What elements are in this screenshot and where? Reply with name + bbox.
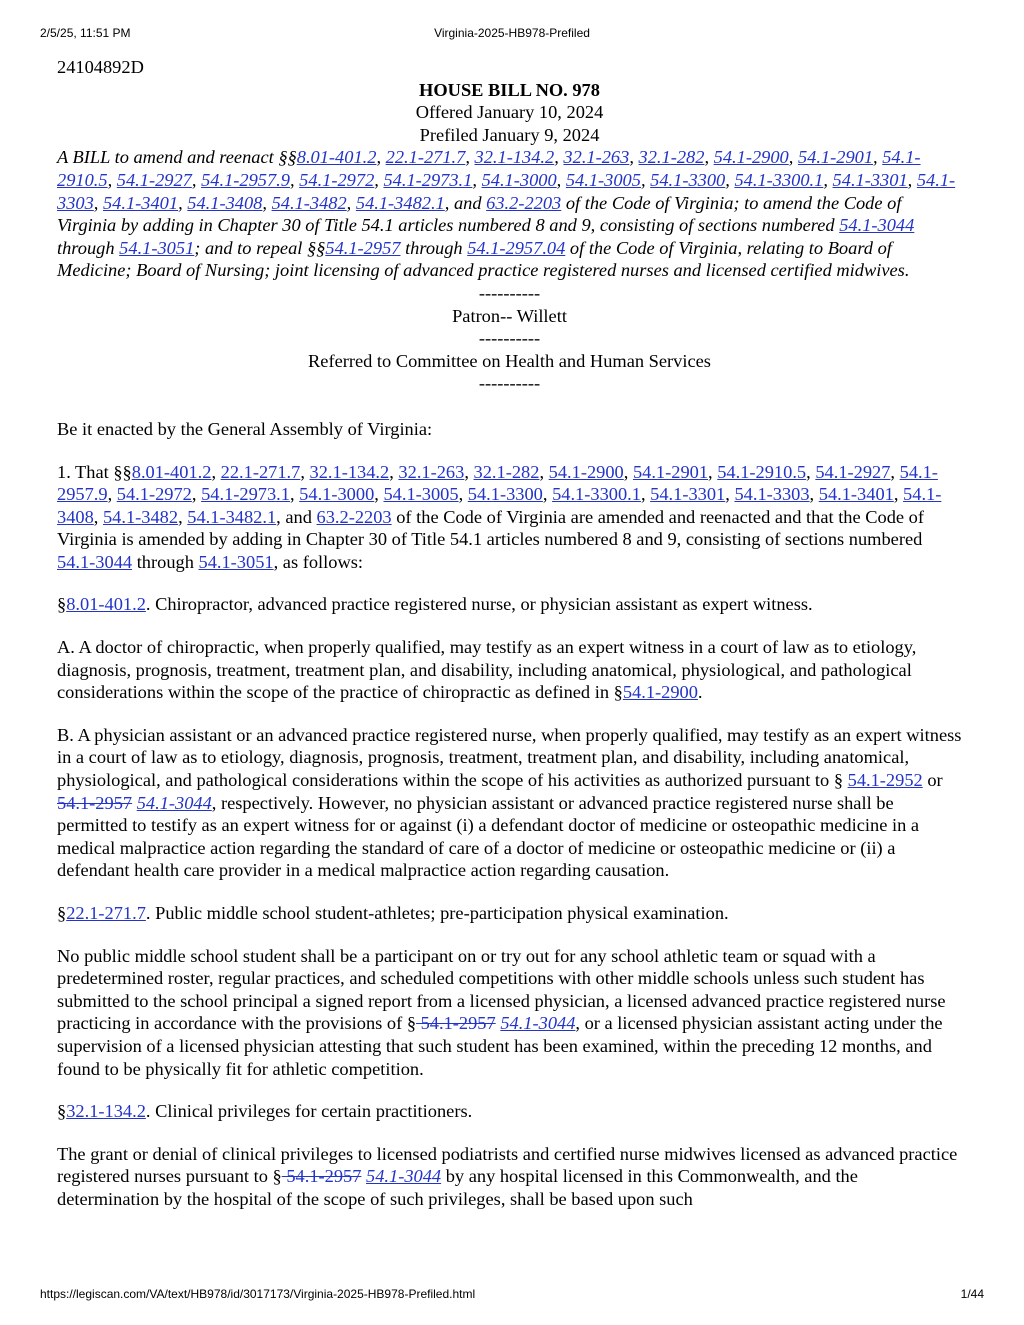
section-link[interactable]: 32.1-282 (638, 147, 705, 168)
section-link[interactable]: 54.1-3300 (467, 484, 543, 505)
struck-section-link[interactable]: 54.1-2957 (57, 792, 133, 813)
print-datetime: 2/5/25, 11:51 PM (40, 26, 131, 40)
section-heading-8-01-401-2: §8.01-401.2. Chiropractor, advanced practice registered nurse, or physician assistant as expert witness. (57, 594, 813, 615)
section-link[interactable]: 54.1-3303 (734, 484, 810, 505)
desc-section-links: 8.01-401.2, 22.1-271.7, 32.1-134.2, 32.1-263, 32.1-282, 54.1-2900, 54.1-2901, 54.1-2910.5, 54.1-2927, 54.1-2957.9, 54.1-2972, 54.1-2973.1, 54.1-3000, 54.1-3005, 54.1-3300, 54.1-3300.1, 54.1-3301, 54.1-3303, 54.1-3401, 54.1-3408, 54.1-3482, 54.1-3482.1 (57, 147, 956, 213)
section-link[interactable]: 54.1-3051 (198, 551, 274, 572)
section-link[interactable]: 54.1-3482.1 (187, 506, 277, 527)
document-id: 24104892D (57, 57, 144, 77)
section-link[interactable]: 54.1-2900 (622, 682, 698, 703)
section-link[interactable]: 32.1-134.2 (309, 461, 390, 482)
separator: ---------- (478, 282, 541, 303)
section-link[interactable]: 54.1-3044 (57, 551, 133, 572)
section-link[interactable]: 63.2-2203 (486, 192, 562, 213)
section-link[interactable]: 54.1-2900 (548, 461, 624, 482)
section-link[interactable]: 54.1-3408 (187, 192, 263, 213)
enacting-clause: Be it enacted by the General Assembly of Virginia: (57, 418, 433, 439)
prefiled-date: Prefiled January 9, 2024 (419, 124, 600, 145)
section-link[interactable]: 54.1-3300.1 (552, 484, 641, 505)
section-link[interactable]: 32.1-263 (398, 461, 465, 482)
section-link[interactable]: 54.1-3000 (481, 169, 557, 190)
separator: ---------- (478, 373, 541, 394)
separator: ---------- (478, 328, 541, 349)
section-link[interactable]: 54.1-3301 (650, 484, 726, 505)
section-link[interactable]: 22.1-271.7 (220, 461, 301, 482)
section-heading-32-1-134-2: §32.1-134.2. Clinical privileges for certain practitioners. (57, 1101, 473, 1122)
desc-intro: A BILL to amend and reenact §§ (57, 147, 297, 168)
section-link[interactable]: 54.1-3301 (832, 169, 908, 190)
section-link[interactable]: 54.1-3303 (57, 169, 956, 213)
section-link[interactable]: 54.1-2927 (815, 461, 891, 482)
section-link[interactable]: 32.1-134.2 (66, 1101, 146, 1122)
section-link[interactable]: 54.1-2972 (116, 484, 192, 505)
struck-section-link[interactable]: 54.1-2957 (416, 1013, 496, 1034)
section-link[interactable]: 22.1-271.7 (66, 903, 146, 923)
bill-title: HOUSE BILL NO. 978 (419, 79, 600, 100)
section-link[interactable]: 54.1-3300.1 (734, 169, 824, 190)
section-link[interactable]: 54.1-2952 (847, 770, 923, 791)
page-url: https://legiscan.com/VA/text/HB978/id/3017173/Virginia-2025-HB978-Prefiled.html (40, 1287, 476, 1301)
section-link[interactable]: 32.1-263 (563, 147, 630, 168)
section-link[interactable]: 54.1-2973.1 (383, 169, 473, 190)
struck-section-link[interactable]: 54.1-2957 (281, 1166, 362, 1187)
section-link[interactable]: 54.1-3408 (57, 484, 942, 527)
section-body-22-1-271-7: No public middle school student shall be a participant on or try out for any school athletic team or squad with a predetermined roster, regular practices, and scheduled competitions with other middle schools unless such student has submitted to the school principal a signed report from a licensed physician, a licensed advanced practice registered nurse practicing in accordance with the provisions of § 54.1-2957 54.1-3044, or a licensed physician assistant acting under the supervision of a licensed physician attesting that such student has been examined, within the preceding 12 months, and found to be physically fit for athletic competition. (57, 945, 946, 1079)
print-header (40, 26, 984, 42)
page-number: 1/44 (960, 1287, 984, 1301)
bill-document (57, 56, 962, 1231)
section-link[interactable]: 54.1-2927 (116, 169, 192, 190)
section-link[interactable]: 54.1-3482.1 (355, 192, 445, 213)
subsection-b: B. A physician assistant or an advanced practice registered nurse, when properly qualified, may testify as an expert witness in a court of law as to etiology, diagnosis, prognosis, treatment, treatment plan, and disability, including anatomical, physiological, and pathological considerations within the scope of his activities as authorized pursuant to § 54.1-2952 or 54.1-2957 54.1-3044, respectively. However, no physician assistant or advanced practice registered nurse shall be permitted to testify as an expert witness for or against (i) a defendant doctor of medicine or osteopathic medicine in a medical malpractice action regarding the standard of care of a doctor of medicine or osteopathic medicine or (ii) a defendant health care provider in a medical malpractice action regarding causation. (57, 724, 962, 881)
section-link[interactable]: 54.1-3401 (818, 484, 894, 505)
committee-referral: Referred to Committee on Health and Human Services (308, 350, 711, 371)
section-link[interactable]: 54.1-2957.9 (57, 461, 938, 505)
inserted-section-link[interactable]: 54.1-3044 (136, 792, 212, 813)
section-link[interactable]: 8.01-401.2 (131, 461, 212, 482)
section-body-32-1-134-2: The grant or denial of clinical privileges to licensed podiatrists and certified nurse midwives licensed as advanced practice registered nurses pursuant to § 54.1-2957 54.1-3044 by any hospital licensed in this Commonwealth, and the determination by the hospital of the scope of such privileges, shall be based upon such (57, 1143, 958, 1209)
section-1-links: 8.01-401.2, 22.1-271.7, 32.1-134.2, 32.1-263, 32.1-282, 54.1-2900, 54.1-2901, 54.1-2910.5, 54.1-2927, 54.1-2957.9, 54.1-2972, 54.1-2973.1, 54.1-3000, 54.1-3005, 54.1-3300, 54.1-3300.1, 54.1-3301, 54.1-3303, 54.1-3401, 54.1-3408, 54.1-3482, 54.1-3482.1 (57, 461, 942, 527)
section-link[interactable]: 54.1-3044 (839, 215, 915, 236)
inserted-section-link[interactable]: 54.1-3044 (500, 1013, 576, 1034)
print-doc-title: Virginia-2025-HB978-Prefiled (434, 26, 590, 40)
section-link[interactable]: 54.1-2973.1 (201, 484, 290, 505)
section-link[interactable]: 54.1-2957.9 (201, 169, 290, 190)
section-link[interactable]: 54.1-3482 (271, 192, 347, 213)
section-heading-22-1-271-7: §22.1-271.7. Public middle school student-athletes; pre-participation physical examination. (57, 903, 729, 923)
patron: Patron-- Willett (452, 305, 567, 326)
section-link[interactable]: 22.1-271.7 (385, 147, 466, 168)
bill-description: A BILL to amend and reenact §§8.01-401.2, 22.1-271.7, 32.1-134.2, 32.1-263, 32.1-282, 54.1-2900, 54.1-2901, 54.1-2910.5, 54.1-2927, 54.1-2957.9, 54.1-2972, 54.1-2973.1, 54.1-3000, 54.1-3005, 54.1-3300, 54.1-3300.1, 54.1-3301, 54.1-3303, 54.1-3401, 54.1-3408, 54.1-3482, 54.1-3482.1, and 63.2-2203 of the Code of Virginia; to amend the Code of Virginia by adding in Chapter 30 of Title 54.1 articles numbered 8 and 9, consisting of sections numbered 54.1-3044 through 54.1-3051; and to repeal §§54.1-2957 through 54.1-2957.04 of the Code of Virginia, relating to Board of Medicine; Board of Nursing; joint licensing of advanced practice registered nurses and licensed certified midwives. (57, 147, 956, 281)
section-link[interactable]: 54.1-3482 (102, 506, 179, 527)
section-link[interactable]: 54.1-2910.5 (717, 461, 807, 482)
section-link[interactable]: 54.1-3401 (102, 192, 179, 213)
section-link[interactable]: 54.1-2957 (325, 237, 401, 258)
inserted-section-link[interactable]: 54.1-3044 (366, 1166, 442, 1187)
section-1: 1. That §§8.01-401.2, 22.1-271.7, 32.1-134.2, 32.1-263, 32.1-282, 54.1-2900, 54.1-2901, 54.1-2910.5, 54.1-2927, 54.1-2957.9, 54.1-2972, 54.1-2973.1, 54.1-3000, 54.1-3005, 54.1-3300, 54.1-3300.1, 54.1-3301, 54.1-3303, 54.1-3401, 54.1-3408, 54.1-3482, 54.1-3482.1, and 63.2-2203 of the Code of Virginia are amended and reenacted and that the Code of Virginia is amended by adding in Chapter 30 of Title 54.1 articles numbered 8 and 9, consisting of sections numbered 54.1-3044 through 54.1-3051, as follows: (57, 461, 942, 572)
section-link[interactable]: 54.1-2901 (632, 461, 709, 482)
subsection-a: A. A doctor of chiropractic, when properly qualified, may testify as an expert witness in a court of law as to etiology, diagnosis, prognosis, treatment, treatment plan, and disability, including anatomical, physiological, and pathological considerations within the scope of the practice of chiropractic as defined in §54.1-2900. (57, 637, 917, 703)
section-link[interactable]: 54.1-3000 (299, 484, 375, 505)
section-link[interactable]: 54.1-3005 (383, 484, 459, 505)
section-link[interactable]: 54.1-3051 (119, 237, 195, 258)
section-link[interactable]: 54.1-2900 (713, 147, 789, 168)
section-link[interactable]: 54.1-2957.04 (467, 237, 566, 258)
section-link[interactable]: 54.1-2901 (797, 147, 874, 168)
section-link[interactable]: 54.1-3005 (565, 169, 641, 190)
offered-date: Offered January 10, 2024 (415, 102, 604, 123)
print-footer (40, 1287, 984, 1303)
section-link[interactable]: 63.2-2203 (316, 506, 392, 527)
section-link[interactable]: 8.01-401.2 (296, 147, 377, 168)
section-link[interactable]: 54.1-2910.5 (57, 147, 921, 190)
section-link[interactable]: 54.1-3300 (650, 169, 726, 190)
section-link[interactable]: 32.1-282 (473, 461, 540, 482)
section-link[interactable]: 32.1-134.2 (474, 147, 555, 168)
section-link[interactable]: 54.1-2972 (299, 169, 375, 190)
section-link[interactable]: 8.01-401.2 (66, 594, 146, 615)
